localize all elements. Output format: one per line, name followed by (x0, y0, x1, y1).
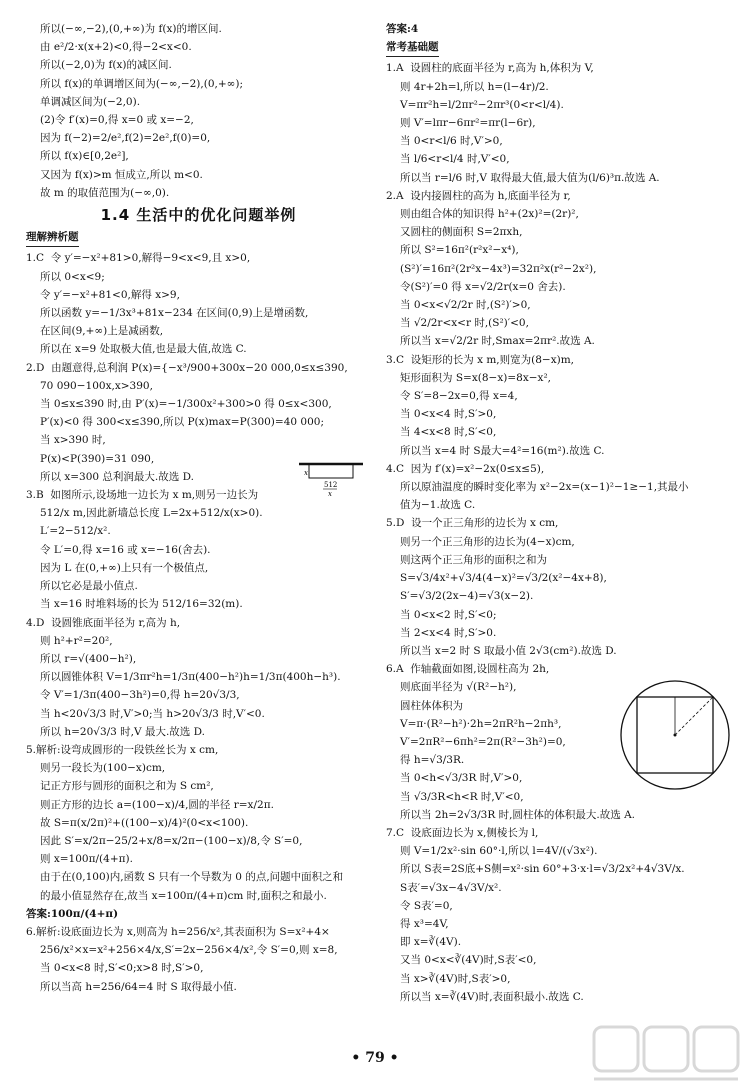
text-line: 令(S²)′=0 得 x=√2/2r(x=0 舍去). (400, 280, 566, 293)
text-line: 所以原油温度的瞬时变化率为 x²−2x=(x−1)²−1≥−1,其最小 (400, 481, 689, 494)
text-line: 圆柱体体积为 (400, 699, 463, 712)
side-label: x (304, 469, 308, 477)
text-line: 4.C 因为 f′(x)=x²−2x(0≤x≤5), (386, 462, 545, 475)
subhead-row (386, 38, 731, 59)
text-line: 70 090−100x,x>390, (40, 379, 153, 392)
text-line: 所以当 2h=2√3/3R 时,圆柱体的体积最大.故选 A. (400, 808, 636, 821)
text-line: 所以当 r=l/6 时,V 取得最大值,最大值为(l/6)³π.故选 A. (400, 171, 660, 184)
subhead-row (26, 228, 371, 249)
text-line: 则 4r+2h=l,所以 h=(l−4r)/2. (400, 80, 549, 93)
text-line: 则 V=1/2x²·sin 60°·l,所以 l=4V/(√3x²). (400, 845, 598, 858)
answer-line: 答案:100π/(4+π) (26, 907, 119, 920)
text-line: 由 e²/2·x(x+2)<0,得−2<x<0. (40, 41, 192, 54)
text-line: 所以当 x=2 时 S 取最小值 2√3(cm²).故选 D. (400, 644, 617, 657)
text-line: 故 S=π(x/2π)²+((100−x)/4)²(0<x<100). (40, 816, 249, 829)
text-line: 则 x=100π/(4+π). (40, 853, 133, 866)
text-line: 则另一个正三角形的边长为(4−x)cm, (400, 535, 575, 548)
text-line: 又圆柱的侧面积 S=2πxh, (400, 226, 523, 239)
text-line: 当 √3/3R<h<R 时,V′<0, (400, 790, 524, 803)
left-column (26, 20, 371, 996)
text-line: 当 4<x<8 时,S′<0, (400, 426, 497, 439)
text-line: 当 l/6<r<l/4 时,V′<0, (400, 153, 510, 166)
text-line: 记正方形与圆形的面积之和为 S cm², (40, 780, 214, 793)
text-line: 所以 S²=16π²(r²x²−x⁴), (400, 244, 519, 257)
yard-diagram (299, 460, 363, 500)
yard-rect (309, 464, 353, 478)
text-line: 所以 x=300 总利润最大.故选 D. (40, 470, 194, 483)
text-line: (2)令 f′(x)=0,得 x=0 或 x=−2, (40, 114, 194, 127)
text-line: 所以在 x=9 处取极大值,也是最大值,故选 C. (40, 343, 247, 356)
text-line: 当 0<r<l/6 时,V′>0, (400, 135, 503, 148)
text-line: (S²)′=16π²(2r²x−4x³)=32π²x(r²−2x²), (400, 262, 597, 275)
text-line: 令 V′=1/3π(400−3h²)=0,得 h=20√3/3, (40, 689, 240, 702)
page-number: • 79 • (351, 1050, 399, 1066)
text-line: V′=2πR²−6πh²=2π(R²−3h²)=0, (400, 735, 566, 748)
text-line: 则另一段长为(100−x)cm, (40, 762, 166, 775)
text-line: 则 V′=lπr−6πr²=πr(l−6r), (400, 117, 536, 130)
text-line: 6.解析:设底面边长为 x,则高为 h=256/x²,其表面积为 S=x²+4× (26, 925, 330, 938)
text-line: 故 m 的取值范围为(−∞,0). (40, 186, 170, 199)
text-line: 所以(−∞,−2),(0,+∞)为 f(x)的增区间. (40, 23, 222, 35)
text-line: 4.D 设圆锥底面半径为 r,高为 h, (26, 616, 181, 629)
text-line: 令 S′=8−2x=0,得 x=4, (400, 390, 518, 403)
text-line: 单调减区间为(−2,0). (40, 95, 141, 108)
center-point (674, 734, 677, 737)
text-line: 值为−1.故选 C. (400, 499, 476, 512)
text-line: 当 √2/2r<x<r 时,(S²)′<0, (400, 317, 529, 330)
text-line: 因为 f(−2)=2/e²,f(2)=2e²,f(0)=0, (40, 132, 211, 145)
text-line: 因为 L 在(0,+∞)上只有一个极值点, (40, 561, 209, 574)
text-line: 所以(−2,0)为 f(x)的减区间. (40, 59, 172, 72)
text-line: P′(x)<0 得 300<x≤390,所以 P(x)max=P(300)=40 000; (40, 416, 324, 429)
text-line: 所以 r=√(400−h²), (40, 652, 137, 665)
text-line: 6.A 作轴截面如图,设圆柱高为 2h, (386, 663, 550, 676)
text-line: 则底面半径为 √(R²−h²), (400, 681, 517, 694)
text-line: L′=2−512/x². (40, 525, 111, 538)
text-line: P(x)<P(390)=31 090, (40, 452, 155, 465)
text-line: 所以当 x=∛(4V)时,表面积最小.故选 C. (400, 990, 584, 1003)
subsection-heading: 常考基础题 (386, 38, 439, 57)
text-line: 2.A 设内接圆柱的高为 h,底面半径为 r, (386, 189, 571, 202)
text-line: 的最小值显然存在,故当 x=100π/(4+π)cm 时,面积之和最小. (40, 889, 327, 902)
answer-line: 答案:4 (386, 23, 419, 35)
text-line: 当 x=16 时堆料场的长为 512/16=32(m). (40, 598, 243, 611)
text-line: 5.D 设一个正三角形的边长为 x cm, (386, 517, 559, 530)
text-line: 则由组合体的知识得 h²+(2x)²=(2r)², (400, 208, 579, 221)
text-line: V=π·(R²−h²)·2h=2πR²h−2πh³, (400, 717, 562, 730)
text-line: 512/x m,因此新墙总长度 L=2x+512/x(x>0). (40, 507, 263, 520)
section-title: 1.4 生活中的优化问题举例 (100, 206, 297, 225)
watermark-logo (592, 1023, 742, 1085)
area-label: 512 (324, 481, 338, 489)
text-line: 又因为 f(x)>m 恒成立,所以 m<0. (40, 168, 203, 181)
text-line: 令 L′=0,得 x=16 或 x=−16(舍去). (40, 543, 211, 556)
text-line: 所以 S表=2S底+S侧=x²·sin 60°+3·x·l=√3/2x²+4√3V/x. (400, 863, 685, 876)
subsection-heading: 理解辨析题 (26, 228, 79, 247)
text-line: 得 h=√3/3R. (400, 754, 465, 767)
text-line: 5.解析:设弯成圆形的一段铁丝长为 x cm, (26, 743, 219, 756)
text-line: 矩形面积为 S=x(8−x)=8x−x², (400, 371, 552, 384)
text-line: 当 2<x<4 时,S′>0. (400, 626, 497, 639)
radius-line (675, 697, 713, 735)
text-line: 令 y′=−x²+81<0,解得 x>9, (40, 288, 180, 301)
denominator-label: x (328, 490, 332, 498)
sphere-cylinder-diagram (618, 678, 732, 792)
text-line: 当 0<x<4 时,S′>0, (400, 408, 497, 421)
text-line: 256/x²×x=x²+256×4/x,S′=2x−256×4/x²,令 S′=0,则 x=8, (40, 944, 338, 957)
text-line: 所以当高 h=256/64=4 时 S 取得最小值. (40, 980, 237, 993)
text-line: 3.B 如图所示,设场地一边长为 x m,则另一边长为 (26, 489, 259, 502)
text-line: 当 h<20√3/3 时,V′>0;当 h>20√3/3 时,V′<0. (40, 707, 265, 720)
text-line: 则正方形的边长 a=(100−x)/4,圆的半径 r=x/2π. (40, 798, 274, 811)
text-line: 则这两个正三角形的面积之和为 (400, 553, 547, 566)
text-line: 当 x>∛(4V)时,S表′>0, (400, 972, 511, 985)
text-line: 则 h²+r²=20², (40, 634, 113, 647)
text-line: 7.C 设底面边长为 x,侧棱长为 l, (386, 826, 539, 839)
text-line: 所以 f(x)∈[0,2e²], (40, 150, 129, 163)
text-line: S表′=√3x−4√3V/x². (400, 881, 502, 894)
text-line: 所以 0<x<9; (40, 270, 105, 283)
text-line: 当 0<x<8 时,S′<0;x>8 时,S′>0, (40, 962, 204, 975)
text-line: S′=√3/2(2x−4)=√3(x−2). (400, 590, 534, 603)
text-line: 当 0<x<2 时,S′<0; (400, 608, 497, 621)
text-line: 当 0<x<√2/2r 时,(S²)′>0, (400, 299, 531, 312)
text-line: 当 0<h<√3/3R 时,V′>0, (400, 772, 523, 785)
text-line: 所以当 x=4 时 S最大=4²=16(m²).故选 C. (400, 444, 605, 457)
text-line: 所以圆锥体积 V=1/3πr²h=1/3π(400−h²)h=1/3π(400h−h³). (40, 671, 341, 684)
text-line: 所以 h=20√3/3 时,V 最大.故选 D. (40, 725, 206, 738)
text-line: 当 0≤x≤390 时,由 P′(x)=−1/300x²+300>0 得 0≤x<300, (40, 398, 332, 411)
text-line: 所以函数 y=−1/3x³+81x−234 在区间(0,9)上是增函数, (40, 307, 309, 320)
text-line: 由于在(0,100)内,函数 S 只有一个导数为 0 的点,问题中面积之和 (40, 871, 344, 884)
text-line: 因此 S′=x/2π−25/2+x/8=x/2π−(100−x)/8,令 S′=0, (40, 834, 303, 847)
text-line: 1.C 令 y′=−x²+81>0,解得−9<x<9,且 x>0, (26, 252, 251, 265)
text-line: 即 x=∛(4V). (400, 936, 462, 949)
text-line: 3.C 设矩形的长为 x m,则宽为(8−x)m, (386, 353, 575, 366)
text-line: 所以当 x=√2/2r 时,Smax=2πr².故选 A. (400, 335, 595, 348)
text-line: S=√3/4x²+√3/4(4−x)²=√3/2(x²−4x+8), (400, 572, 607, 585)
text-line: 所以它必是最小值点. (40, 580, 138, 593)
text-line: 2.D 由题意得,总利润 P(x)={−x³/900+300x−20 000,0≤x≤390, (26, 361, 348, 374)
right-column (386, 20, 731, 1006)
text-line: V=πr²h=l/2πr²−2πr³(0<r<l/4). (400, 98, 564, 111)
text-line: 得 x³=4V, (400, 917, 449, 930)
text-line: 在区间(9,+∞)上是减函数, (40, 325, 164, 338)
text-line: 又当 0<x<∛(4V)时,S表′<0, (400, 954, 537, 967)
text-line: 1.A 设圆柱的底面半径为 r,高为 h,体积为 V, (386, 62, 594, 75)
text-line: 所以 f(x)的单调增区间为(−∞,−2),(0,+∞); (40, 77, 244, 90)
text-line: 令 S表′=0, (400, 899, 453, 912)
text-line: 当 x>390 时, (40, 434, 106, 447)
